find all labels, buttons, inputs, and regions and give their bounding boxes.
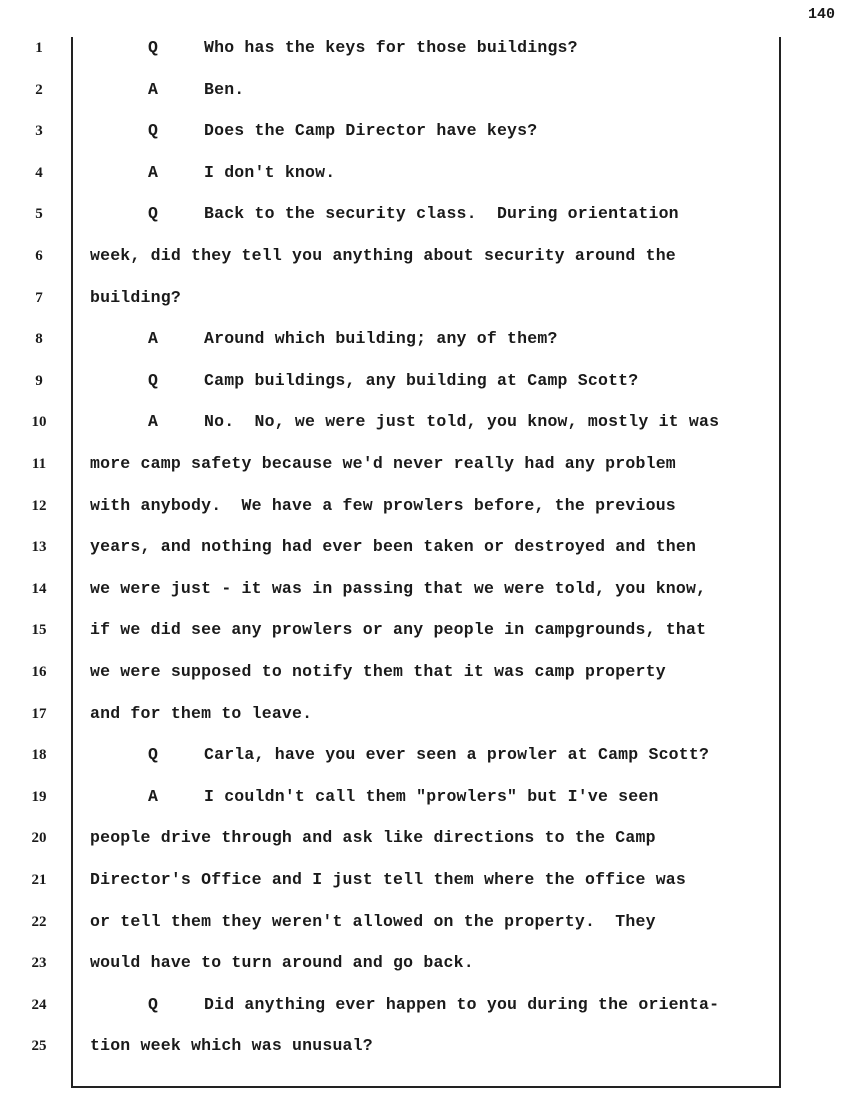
line-number: 1 [35, 40, 43, 56]
transcript-line [0, 787, 849, 829]
line-text: would have to turn around and go back. [90, 953, 474, 973]
line-number: 21 [31, 872, 47, 888]
speaker-label: A [148, 162, 158, 182]
line-text: Ben. [204, 79, 245, 99]
line-number: 17 [31, 705, 47, 722]
line-number: 6 [35, 248, 43, 264]
speaker-label: A [148, 79, 158, 99]
line-number: 12 [31, 497, 47, 514]
line-number: 18 [31, 747, 47, 764]
transcript-line [0, 496, 849, 538]
transcript-line [0, 246, 849, 288]
line-text: or tell them they weren't allowed on the property. They [90, 911, 656, 931]
transcript-line [0, 828, 849, 870]
line-number: 9 [35, 372, 43, 389]
line-text: people drive through and ask like directions to the Camp [90, 828, 656, 848]
line-text: we were supposed to notify them that it was camp property [90, 662, 666, 681]
line-number: 13 [31, 539, 47, 556]
line-text: I don't know. [204, 162, 336, 182]
transcript-line [0, 288, 849, 330]
transcript-line [0, 912, 849, 954]
line-text: I couldn't call them "prowlers" but I've seen [204, 786, 659, 806]
line-text: Director's Office and I just tell them where the office was [90, 870, 686, 889]
line-number: 5 [35, 206, 43, 223]
line-number: 24 [31, 996, 47, 1013]
transcript-line [0, 204, 849, 246]
line-number: 11 [31, 456, 47, 472]
transcript-line [0, 163, 849, 205]
speaker-label: Q [148, 745, 158, 765]
line-number: 4 [35, 164, 43, 181]
speaker-label: Q [148, 121, 158, 141]
line-text: and for them to leave. [90, 703, 313, 723]
speaker-label: Q [148, 38, 158, 57]
transcript-line [0, 454, 849, 496]
line-number: 7 [35, 289, 43, 306]
transcript-line [0, 38, 849, 80]
line-text: years, and nothing had ever been taken or destroyed and then [90, 537, 697, 557]
transcript-line [0, 121, 849, 163]
line-number: 10 [31, 414, 47, 431]
speaker-label: A [148, 786, 158, 806]
transcript-line [0, 80, 849, 122]
line-text: Back to the security class. During orientation [204, 204, 679, 224]
line-number: 23 [31, 955, 47, 972]
transcript-line [0, 329, 849, 371]
speaker-label: Q [148, 204, 158, 224]
line-text: Who has the keys for those buildings? [204, 38, 578, 57]
line-text: week, did they tell you anything about security around the [90, 246, 676, 265]
speaker-label: Q [148, 370, 158, 390]
transcript-line [0, 579, 849, 621]
line-number: 2 [35, 81, 43, 98]
line-text: more camp safety because we'd never really had any problem [90, 454, 676, 473]
transcript-line [0, 953, 849, 995]
line-number: 20 [31, 830, 47, 847]
line-text: Did anything ever happen to you during the orienta- [204, 994, 720, 1014]
page-number: 140 [807, 6, 835, 23]
line-number: 14 [31, 580, 47, 597]
speaker-label: A [148, 412, 158, 432]
line-number: 3 [35, 123, 43, 140]
line-text: tion week which was unusual? [90, 1036, 373, 1056]
line-text: Camp buildings, any building at Camp Scott? [204, 370, 639, 390]
line-text: Does the Camp Director have keys? [204, 121, 538, 141]
speaker-label: A [148, 329, 158, 349]
transcript-line [0, 412, 849, 454]
line-number: 8 [35, 331, 43, 348]
transcript-line [0, 704, 849, 746]
line-text: we were just - it was in passing that we were told, you know, [90, 578, 707, 598]
line-number: 22 [31, 913, 47, 930]
line-number: 16 [31, 664, 47, 680]
transcript-line [0, 745, 849, 787]
line-text: with anybody. We have a few prowlers before, the previous [90, 495, 676, 515]
transcript-line [0, 537, 849, 579]
transcript-line [0, 1036, 849, 1078]
line-text: building? [90, 287, 181, 307]
transcript-line [0, 620, 849, 662]
transcript-line [0, 870, 849, 912]
line-number: 15 [31, 622, 47, 639]
transcript-line [0, 662, 849, 704]
line-number: 25 [31, 1038, 47, 1055]
transcript-line [0, 371, 849, 413]
line-text: Carla, have you ever seen a prowler at Camp Scott? [204, 745, 710, 765]
line-number: 19 [31, 788, 47, 805]
line-text: if we did see any prowlers or any people in campgrounds, that [90, 620, 707, 640]
transcript-line [0, 995, 849, 1037]
line-text: Around which building; any of them? [204, 329, 558, 349]
speaker-label: Q [148, 994, 158, 1014]
line-text: No. No, we were just told, you know, mostly it was [204, 412, 720, 432]
